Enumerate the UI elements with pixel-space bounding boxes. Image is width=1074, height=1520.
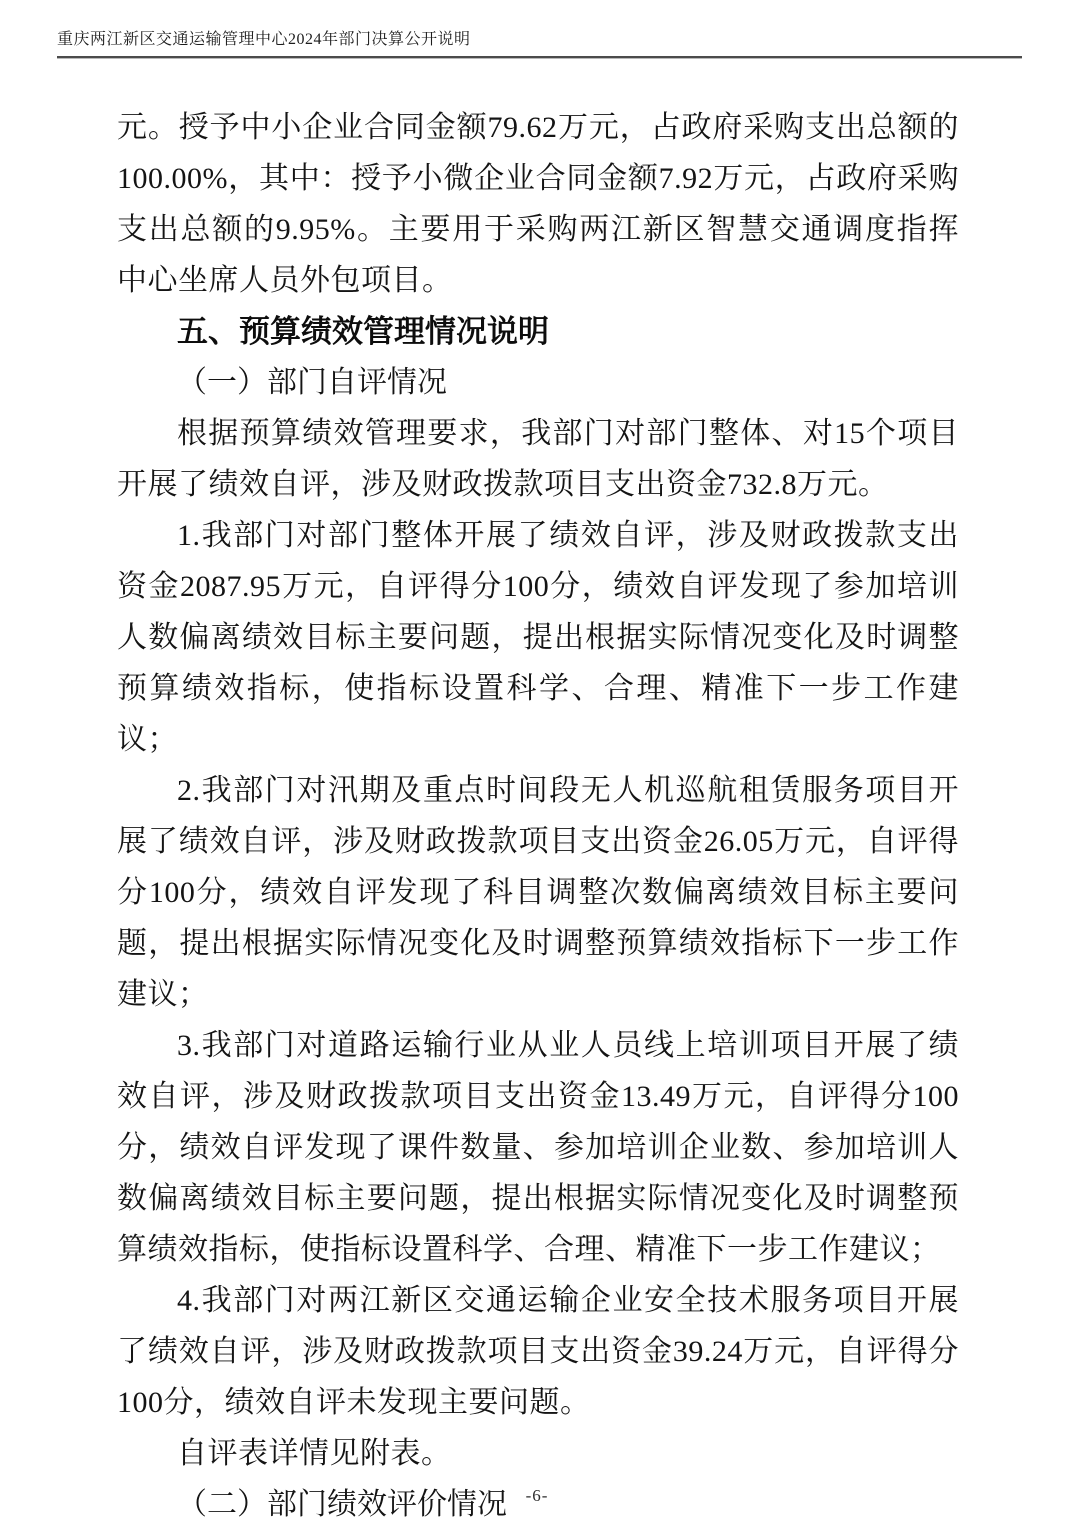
heading-subsection-2: （二）部门绩效评价情况: [177, 1488, 507, 1520]
paragraph-item-4: 4.我部门对两江新区交通运输企业安全技术服务项目开展了绩效自评，涉及财政拨款项目支出资金39.24万元，自评得分100分，绩效自评未发现主要问题。: [117, 1284, 959, 1419]
paragraph-item-2: 2.我部门对汛期及重点时间段无人机巡航租赁服务项目开展了绩效自评，涉及财政拨款项目支出资金26.05万元，自评得分100分，绩效自评发现了科目调整次数偏离绩效目标主要问题，提出根据实际情况变化及时调整预算绩效指标下一步工作建议；: [117, 774, 959, 1011]
paragraph-item-3: 3.我部门对道路运输行业从业人员线上培训项目开展了绩效自评，涉及财政拨款项目支出资金13.49万元，自评得分100分，绩效自评发现了课件数量、参加培训企业数、参加培训人数偏离绩效目标主要问题，提出根据实际情况变化及时调整预算绩效指标，使指标设置科学、合理、精准下一步工作建议；: [117, 1029, 959, 1266]
header-divider: [57, 56, 1022, 59]
document-body: [117, 102, 959, 1520]
document-title: 重庆两江新区交通运输管理中心2024年部门决算公开说明: [57, 31, 471, 48]
page-header: [57, 30, 1022, 59]
heading-subsection-1: （一）部门自评情况: [177, 366, 447, 399]
page-number: -6-: [525, 1486, 549, 1505]
paragraph-procurement-continuation: 元。授予中小企业合同金额79.62万元，占政府采购支出总额的100.00%，其中：授予小微企业合同金额7.92万元，占政府采购支出总额的9.95%。主要用于采购两江新区智慧交通调度指挥中心坐席人员外包项目。: [117, 111, 959, 297]
paragraph-self-evaluation-overview: 根据预算绩效管理要求，我部门对部门整体、对15个项目开展了绩效自评，涉及财政拨款项目支出资金732.8万元。: [117, 417, 959, 501]
paragraph-item-1: 1.我部门对部门整体开展了绩效自评，涉及财政拨款支出资金2087.95万元，自评得分100分，绩效自评发现了参加培训人数偏离绩效目标主要问题，提出根据实际情况变化及时调整预算绩效指标，使指标设置科学、合理、精准下一步工作建议；: [117, 519, 959, 756]
paragraph-appendix-note: 自评表详情见附表。: [177, 1437, 452, 1470]
heading-section-5: 五、预算绩效管理情况说明: [177, 314, 549, 349]
